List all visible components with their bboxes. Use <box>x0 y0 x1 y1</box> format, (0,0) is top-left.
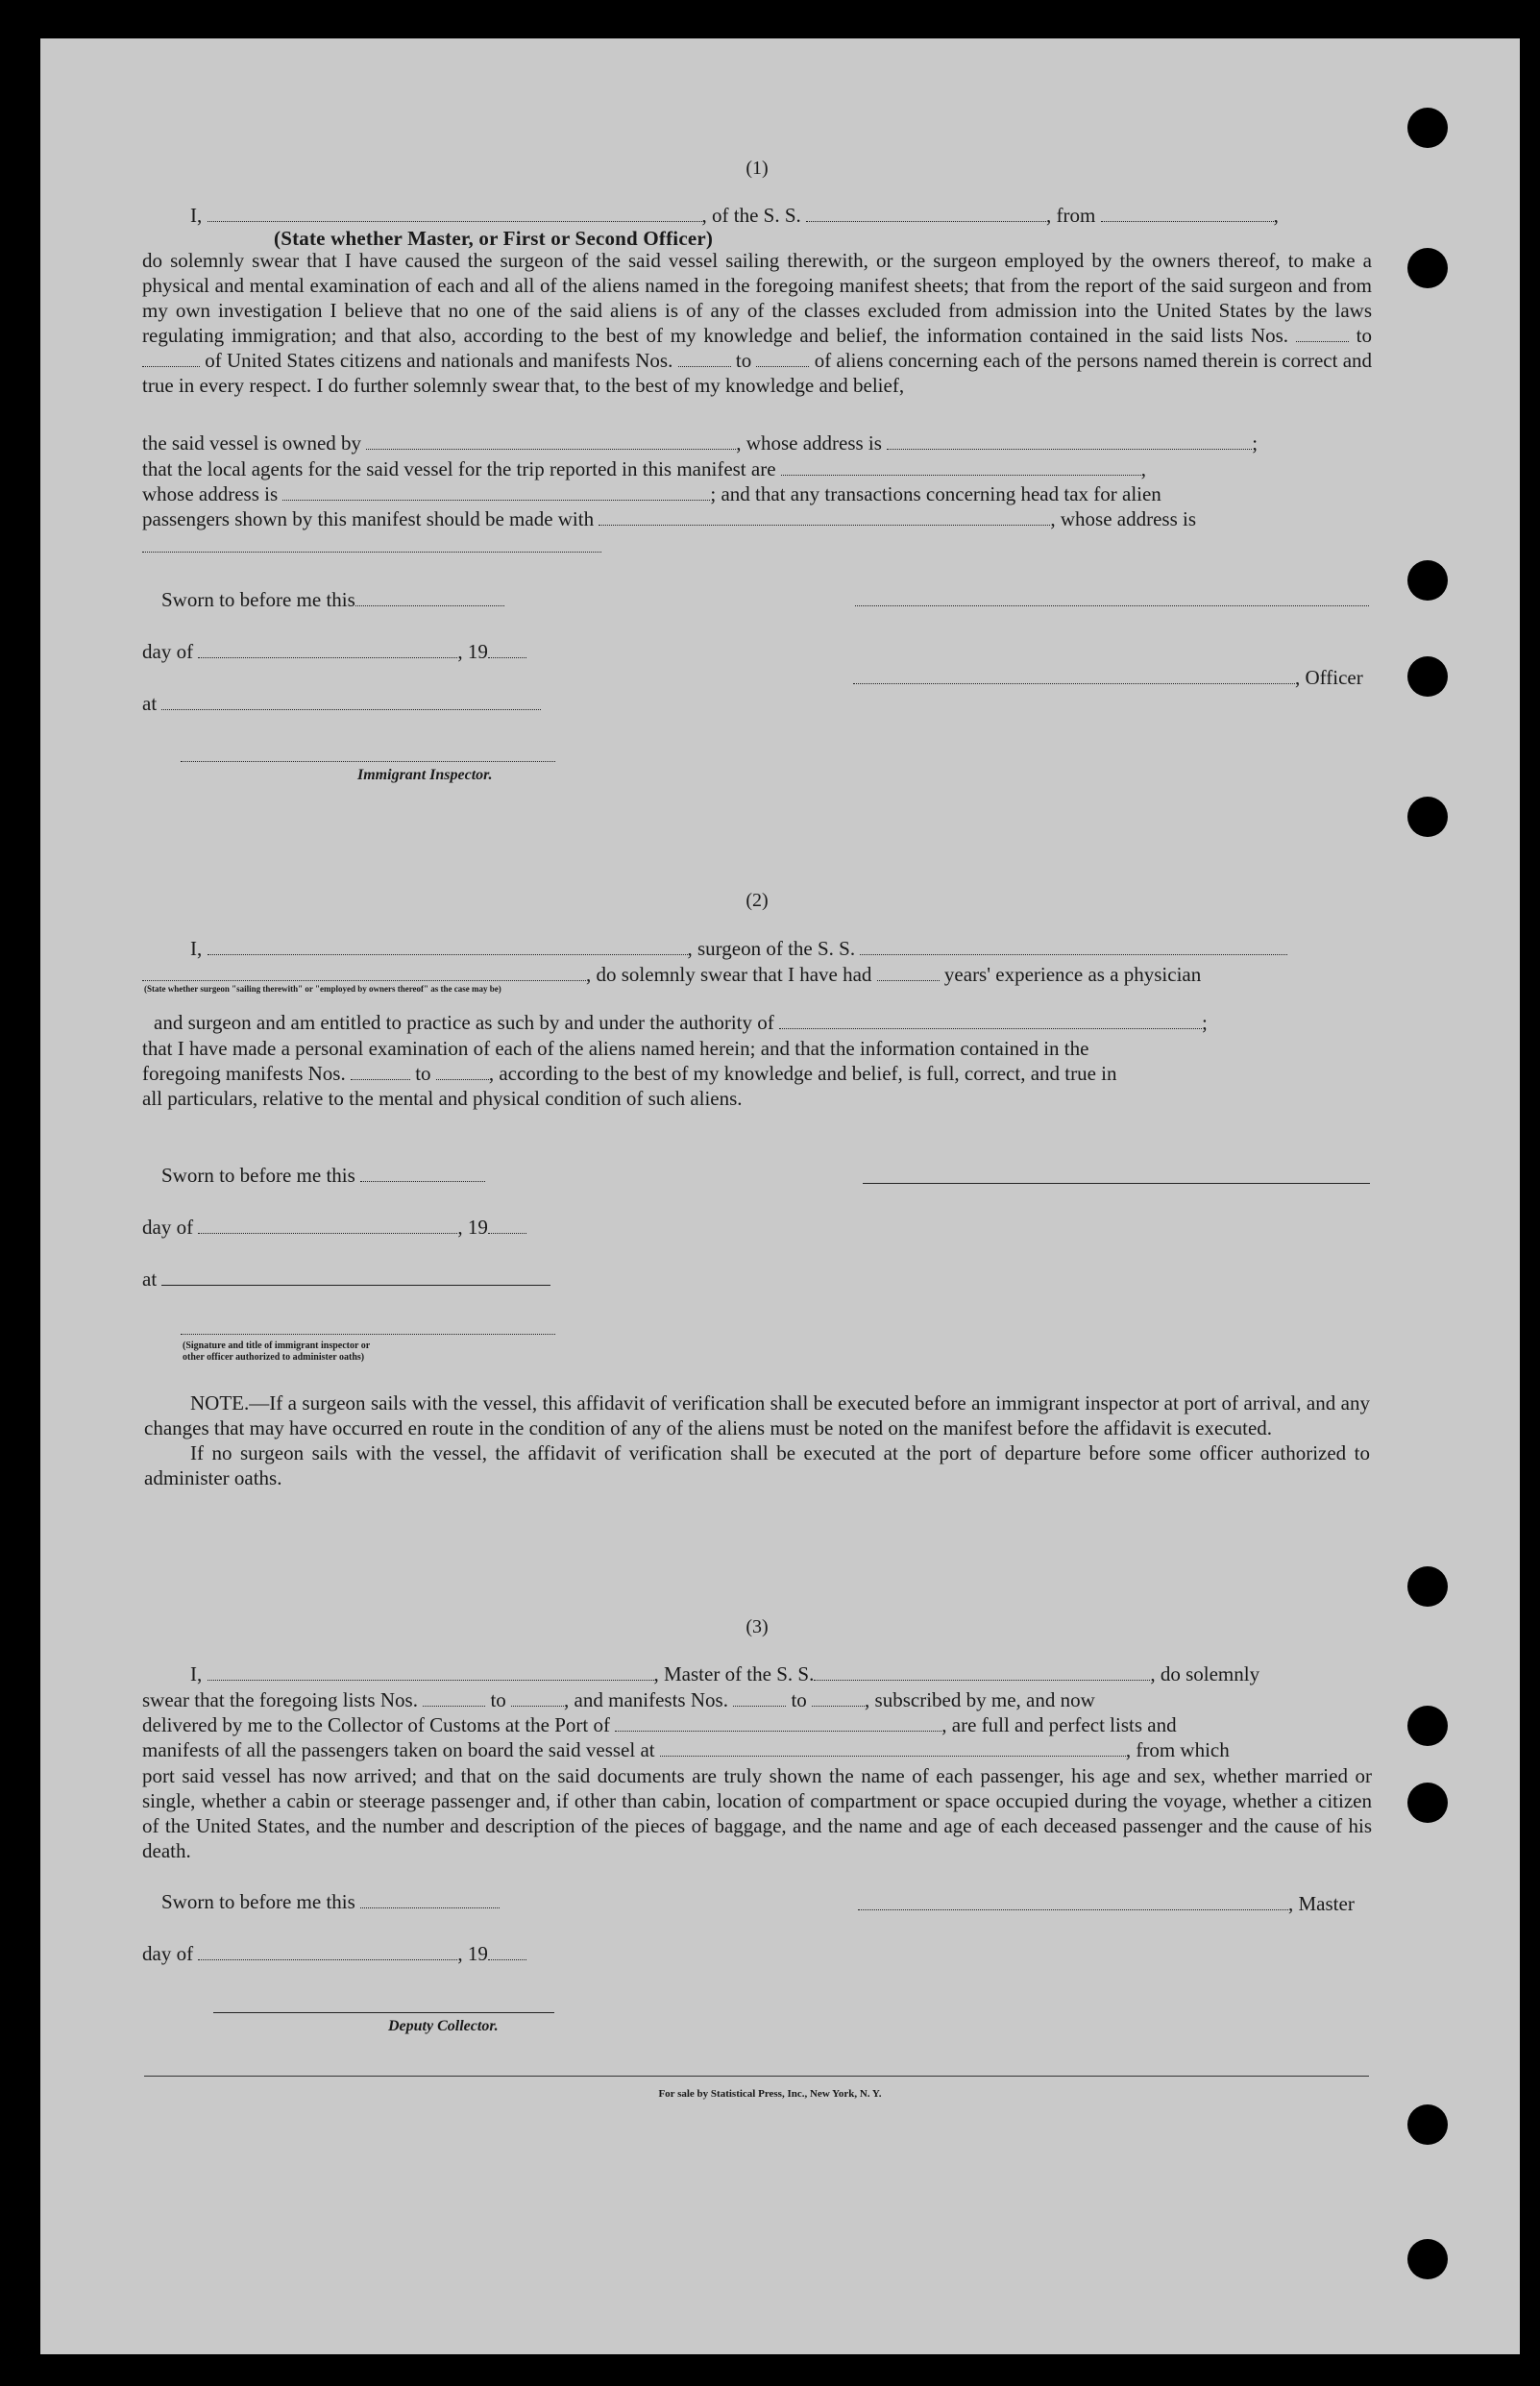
footer-imprint: For sale by Statistical Press, Inc., New York, N. Y. <box>658 2088 882 2100</box>
s2-at-row <box>142 1267 550 1291</box>
s1-at-row <box>142 692 541 716</box>
s3-i: I, <box>190 1662 203 1685</box>
s2-manifests-from-field[interactable] <box>351 1062 410 1080</box>
s3-year-field[interactable] <box>488 1942 526 1960</box>
s2-day-field[interactable] <box>198 1216 457 1234</box>
punch-hole <box>1407 560 1448 601</box>
s3-day-of: day of <box>142 1942 194 1965</box>
owner-field[interactable] <box>366 431 736 450</box>
s1-head-tax: ; and that any transactions concerning head tax for alien <box>710 482 1161 505</box>
s3-manifests-to-field[interactable] <box>812 1688 865 1707</box>
s1-at-field[interactable] <box>161 692 541 710</box>
s1-body2: of United States citizens and nationals and manifests Nos. <box>205 349 673 372</box>
s3-deputy-line <box>213 1995 554 2019</box>
s1-officer-row <box>853 666 1363 690</box>
manifests-to-field[interactable] <box>756 349 809 367</box>
footer-divider <box>144 2076 1369 2077</box>
punch-hole <box>1407 656 1448 697</box>
s2-at: at <box>142 1267 158 1291</box>
s3-manifests-from-field[interactable] <box>733 1688 786 1707</box>
s3-master: , Master <box>1288 1892 1355 1915</box>
surgeon-status-field[interactable] <box>142 963 586 981</box>
s1-sworn: Sworn to before me this <box>161 588 355 611</box>
head-tax-contact-field[interactable] <box>599 507 1050 526</box>
s1-to1: to <box>1356 324 1372 347</box>
s3-deputy-field[interactable] <box>213 1995 554 2013</box>
s1-agents-address-row <box>142 482 1161 506</box>
s2-particulars: all particulars, relative to the mental and physical condition of such aliens. <box>142 1087 743 1110</box>
agents-address-field[interactable] <box>282 482 710 501</box>
s1-inspector-line <box>181 744 555 768</box>
s1-whose-address2: whose address is <box>142 482 279 505</box>
s2-sworn-date-field[interactable] <box>360 1164 485 1182</box>
s2-inspector-field[interactable] <box>181 1316 555 1335</box>
officer-name-field[interactable] <box>208 204 702 222</box>
s2-signature-field[interactable] <box>863 1166 1370 1184</box>
local-agents-field[interactable] <box>781 457 1141 476</box>
s3-ship-field[interactable] <box>814 1662 1150 1681</box>
s2-surgeon: , surgeon of the S. S. <box>687 937 856 960</box>
s1-owned-by: the said vessel is owned by <box>142 431 362 455</box>
s2-note2: If no surgeon sails with the vessel, the affidavit of verification shall be executed at the port of departure before some officer authorized to administer oaths. <box>144 1441 1370 1489</box>
s1-officer-field[interactable] <box>853 666 1295 684</box>
s2-day-of: day of <box>142 1216 194 1239</box>
s3-sworn-row <box>161 1890 500 1914</box>
s2-authority-row: and surgeon and am entitled to practice as such by and under the authority of ; <box>154 1011 1208 1034</box>
punch-hole <box>1407 797 1448 837</box>
s1-body1: do solemnly swear that I have caused the surgeon of the said vessel sailing therewith, or the surgeon employed by the owners thereof, to make a physical and mental examination of each and all of the aliens named in the foregoing manifest sheets; that from the report of the said surgeon and from my own investigation I believe that no one of the said aliens is of any of the classes excluded from admission into the United States by the laws regulating immigration; and that also, according to the best of my knowledge and belief, the information contained in the said lists Nos. <box>142 249 1372 347</box>
s2-solemnly: , do solemnly swear that I have had <box>586 963 872 986</box>
s2-year-field[interactable] <box>488 1216 526 1234</box>
s2-signature-line <box>863 1166 1370 1190</box>
s1-signature-line <box>855 588 1369 612</box>
s1-inspector-label: Immigrant Inspector. <box>357 767 493 783</box>
s3-and-manifests: , and manifests Nos. <box>564 1688 728 1711</box>
s2-day-row <box>142 1216 526 1240</box>
s1-inspector-field[interactable] <box>181 744 555 762</box>
s2-year: , 19 <box>457 1216 488 1239</box>
s3-deputy-label: Deputy Collector. <box>388 2018 499 2034</box>
s1-passengers-row <box>142 507 1196 531</box>
head-tax-address-field[interactable] <box>142 534 601 553</box>
s3-do-solemnly: , do solemnly <box>1150 1662 1260 1685</box>
s3-year: , 19 <box>457 1942 488 1965</box>
s1-owned-row: the said vessel is owned by , whose address is ; <box>142 431 1259 455</box>
manifests-from-field[interactable] <box>678 349 731 367</box>
s1-line1: I, , of the S. S. , from , <box>190 204 1279 227</box>
s1-at: at <box>142 692 158 715</box>
boarding-port-field[interactable] <box>660 1738 1126 1757</box>
s1-local-agents: that the local agents for the said vessel for the trip reported in this manifest are <box>142 457 776 480</box>
ship-name-field[interactable] <box>806 204 1046 222</box>
s2-manifests-to-field[interactable] <box>436 1062 489 1080</box>
s3-master-row <box>858 1892 1355 1916</box>
years-field[interactable] <box>877 963 940 981</box>
punch-hole <box>1407 248 1448 288</box>
s3-master-of: , Master of the S. S. <box>653 1662 815 1685</box>
s2-note-text: —If a surgeon sails with the vessel, this affidavit of verification shall be executed before an immigrant inspector at port of arrival, and any changes that may have occurred en route in the condition of any of the aliens must be noted on the manifest before the affidavit is executed. <box>144 1391 1370 1439</box>
port-field[interactable] <box>615 1713 941 1732</box>
s3-master-signature-field[interactable] <box>858 1892 1288 1910</box>
s2-note <box>144 1390 1370 1490</box>
s3-sworn-date-field[interactable] <box>360 1890 500 1908</box>
s2-sig-caption-2: other officer authorized to administer oaths) <box>183 1352 365 1363</box>
punch-hole <box>1407 1783 1448 1823</box>
s1-whose-address: , whose address is <box>736 431 882 455</box>
punch-hole <box>1407 2239 1448 2279</box>
s3-line4 <box>142 1738 1230 1762</box>
s1-body3: of aliens concerning each of the persons named therein is correct and true in every respect. I do further solemnly swear that, to the best of my knowledge and belief, <box>142 349 1373 397</box>
owner-address-field[interactable] <box>887 431 1252 450</box>
s1-caption: (State whether Master, or First or Second Officer) <box>274 227 714 250</box>
s1-year-field[interactable] <box>488 640 526 658</box>
s2-according: , according to the best of my knowledge and belief, is full, correct, and true in <box>488 1062 1117 1085</box>
s3-lists-from-field[interactable] <box>423 1688 485 1707</box>
section-2-number: (2) <box>746 890 769 911</box>
s2-line1 <box>190 937 1287 961</box>
s2-caption: (State whether surgeon "sailing therewith" or "employed by owners thereof" as the case may be) <box>144 984 501 994</box>
s2-sworn: Sworn to before me this <box>161 1164 355 1187</box>
s2-to: to <box>415 1062 431 1085</box>
s1-day-of: day of <box>142 640 194 663</box>
s1-sworn-row <box>161 588 504 612</box>
punch-hole <box>1407 108 1448 148</box>
s1-signature-field[interactable] <box>855 588 1369 606</box>
s1-year: , 19 <box>457 640 488 663</box>
s2-inspector-line <box>181 1316 555 1341</box>
s3-line1 <box>190 1662 1259 1686</box>
s1-sworn-date-field[interactable] <box>355 588 504 606</box>
s1-i: I, <box>190 204 203 227</box>
s3-to1: to <box>490 1688 506 1711</box>
s1-paragraph <box>142 248 1372 398</box>
s3-lists-to-field[interactable] <box>511 1688 564 1707</box>
s2-foregoing-row <box>142 1062 1117 1086</box>
s3-day-field[interactable] <box>198 1942 457 1960</box>
departure-port-field[interactable] <box>1101 204 1274 222</box>
punch-hole <box>1407 2104 1448 2145</box>
s3-to2: to <box>791 1688 807 1711</box>
lists-to-field[interactable] <box>142 349 200 367</box>
s3-body: port said vessel has now arrived; and that on the said documents are truly shown the name of each passenger, his age and sex, whether married or single, whether a cabin or steerage passenger and, if other than cabin, location of compartment or space occupied during the voyage, whether a citizen of the United States, and the number and description of the pieces of baggage, and the name and age of each deceased passenger and the cause of his death. <box>142 1764 1372 1862</box>
s3-subscribed: , subscribed by me, and now <box>865 1688 1095 1711</box>
s1-day-row <box>142 640 526 664</box>
s2-note-label: NOTE. <box>190 1391 250 1414</box>
s2-sig-caption-1: (Signature and title of immigrant inspector or <box>183 1341 371 1351</box>
s2-at-field[interactable] <box>161 1267 550 1286</box>
s3-swear: swear that the foregoing lists Nos. <box>142 1688 418 1711</box>
s1-to2: to <box>735 349 752 372</box>
s3-from-which: , from which <box>1125 1738 1230 1761</box>
s2-foregoing: foregoing manifests Nos. <box>142 1062 346 1085</box>
s2-years: years' experience as a physician <box>943 963 1202 986</box>
punch-hole <box>1407 1706 1448 1746</box>
s1-address-continued <box>142 534 601 558</box>
s1-whose-address3: , whose address is <box>1050 507 1197 530</box>
s3-delivered: delivered by me to the Collector of Customs at the Port of <box>142 1713 610 1736</box>
s1-from: , from <box>1046 204 1096 227</box>
surgeon-name-field[interactable] <box>208 937 688 955</box>
section-1-number: (1) <box>746 158 769 179</box>
s3-manifests-all: manifests of all the passengers taken on board the said vessel at <box>142 1738 655 1761</box>
s2-i: I, <box>190 937 203 960</box>
s3-line2 <box>142 1688 1095 1712</box>
master-name-field[interactable] <box>208 1662 654 1681</box>
section-3-number: (3) <box>746 1616 769 1637</box>
s3-sworn: Sworn to before me this <box>161 1890 355 1913</box>
s1-day-field[interactable] <box>198 640 457 658</box>
s3-full: , are full and perfect lists and <box>941 1713 1177 1736</box>
s1-agents-row: that the local agents for the said vessel for the trip reported in this manifest are , <box>142 457 1147 480</box>
authority-field[interactable] <box>779 1011 1202 1029</box>
s2-sworn-row <box>161 1164 485 1188</box>
punch-hole <box>1407 1566 1448 1607</box>
s1-ss: , of the S. S. <box>701 204 801 227</box>
s2-body1: that I have made a personal examination of each of the aliens named herein; and that the information contained in the <box>142 1037 1089 1060</box>
s3-line3 <box>142 1713 1177 1737</box>
s2-ship-field[interactable] <box>860 937 1287 955</box>
s2-authority: and surgeon and am entitled to practice as such by and under the authority of <box>154 1011 774 1034</box>
s3-day-row <box>142 1942 526 1966</box>
s1-officer: , Officer <box>1295 666 1363 689</box>
lists-from-field[interactable] <box>1296 324 1349 342</box>
s2-sig-caption <box>183 1341 370 1364</box>
s1-passengers: passengers shown by this manifest should be made with <box>142 507 595 530</box>
